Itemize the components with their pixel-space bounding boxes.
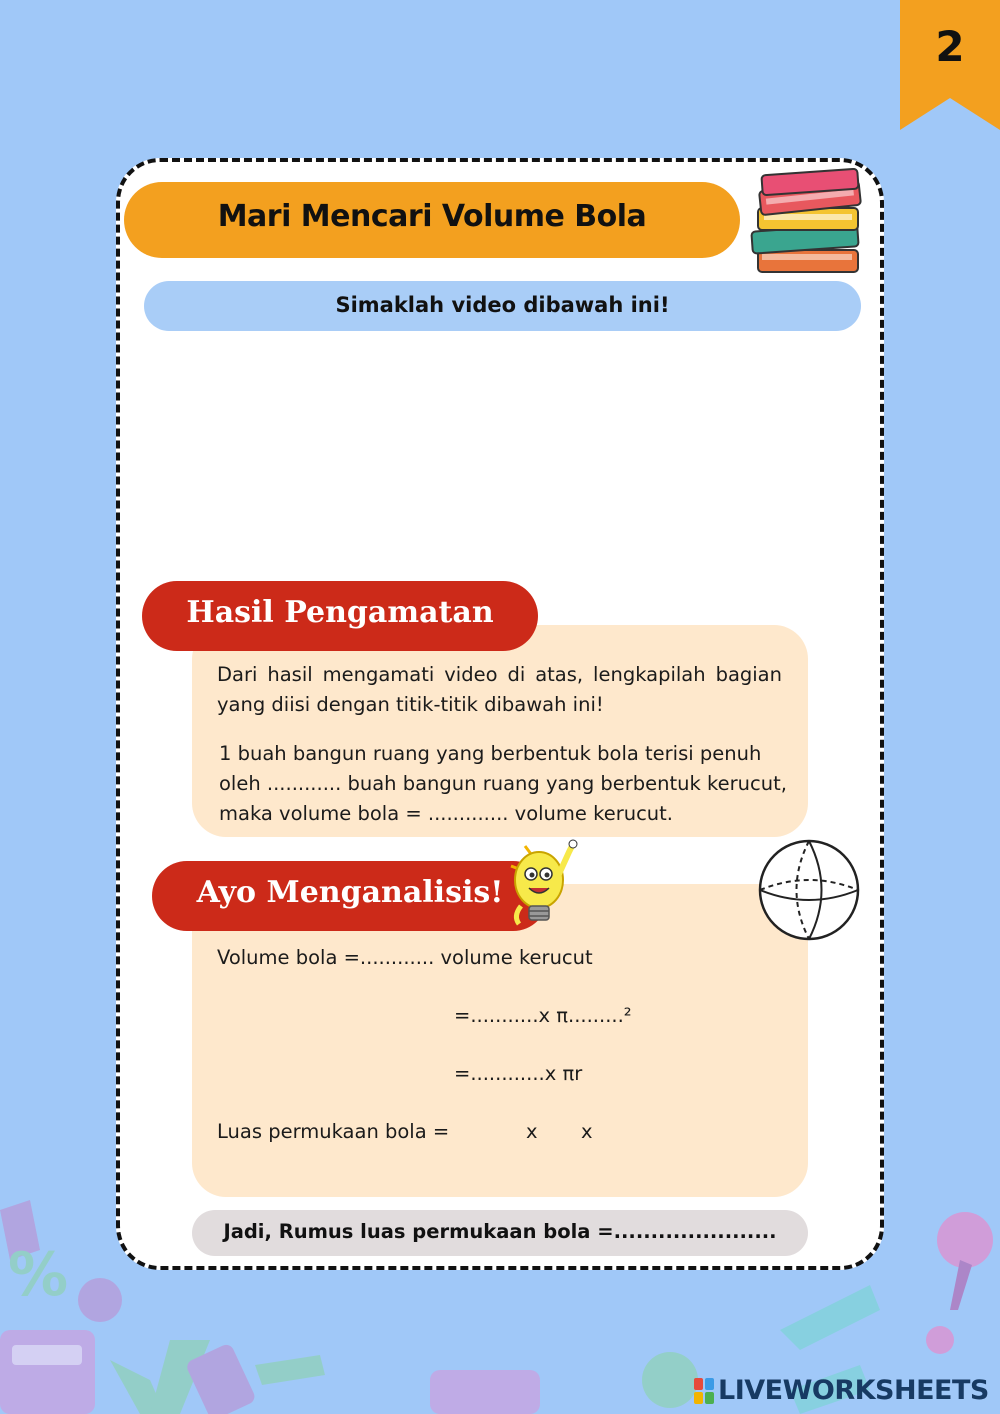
observation-header xyxy=(142,581,538,651)
title-banner xyxy=(124,182,740,258)
video-placeholder[interactable] xyxy=(144,345,861,570)
analysis-header-text: Ayo Menganalisis! xyxy=(196,875,504,910)
observation-instruction: Dari hasil mengamati video di atas, lengkapilah bagian yang diisi dengan titik-titik dibawah ini! xyxy=(217,663,782,716)
volume-step-line-2[interactable]: =............x πr xyxy=(454,1062,583,1085)
surface-area-label: Luas permukaan bola = xyxy=(217,1120,450,1143)
sphere-icon xyxy=(752,836,864,944)
page-number: 2 xyxy=(935,22,965,71)
analysis-header xyxy=(152,861,548,931)
surface-area-x2: x xyxy=(581,1120,593,1143)
liveworksheets-watermark xyxy=(694,1374,990,1408)
liveworksheets-logo-icon xyxy=(694,1378,714,1404)
instruction-text: Simaklah video dibawah ini! xyxy=(335,293,670,317)
svg-text:%: % xyxy=(8,1240,69,1310)
volume-step-line-1[interactable]: =...........x π.........² xyxy=(454,1004,632,1027)
books-stack-icon xyxy=(748,168,868,280)
conclusion-text: Jadi, Rumus luas permukaan bola =...................... xyxy=(223,1220,777,1243)
observation-fill-text[interactable]: 1 buah bangun ruang yang berbentuk bola terisi penuh oleh ............ buah bangun ruang yang berbentuk kerucut, maka volume bola = ............. volume kerucut. xyxy=(219,742,787,825)
page-title: Mari Mencari Volume Bola xyxy=(217,199,647,234)
instruction-banner xyxy=(144,281,861,331)
watermark-text: LIVEWORKSHEETS xyxy=(718,1375,989,1406)
lightbulb-mascot-icon xyxy=(503,836,583,932)
observation-header-text: Hasil Pengamatan xyxy=(186,595,494,630)
volume-formula-line[interactable]: Volume bola =............ volume kerucut xyxy=(217,946,593,969)
conclusion-banner[interactable] xyxy=(192,1210,808,1256)
surface-area-x1: x xyxy=(526,1120,538,1143)
page-number-badge xyxy=(900,0,1000,130)
